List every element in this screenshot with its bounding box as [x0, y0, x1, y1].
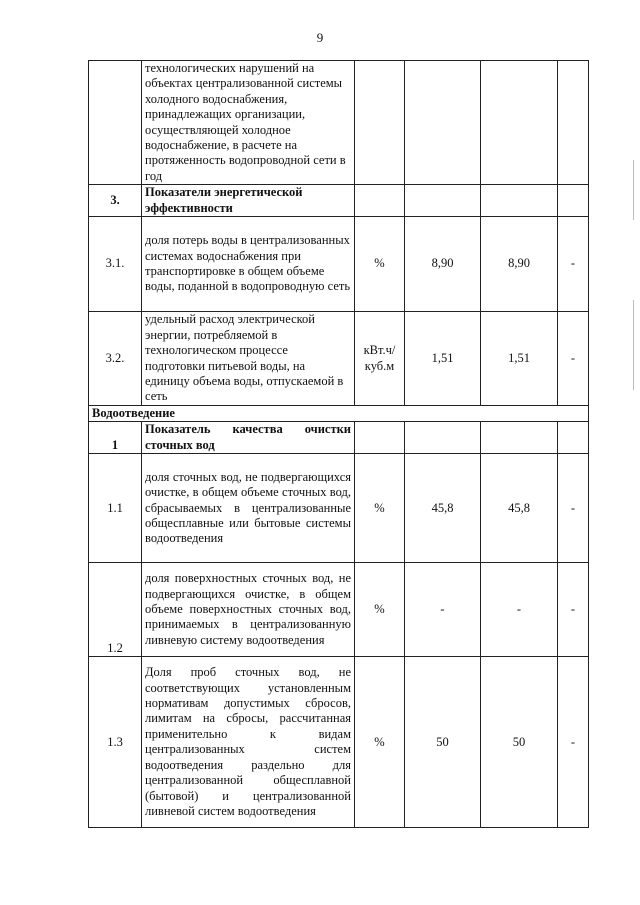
- value-cell-2: 50: [481, 657, 558, 828]
- value-cell-1: 50: [405, 657, 481, 828]
- value-cell-1: [405, 185, 481, 217]
- unit-cell: [355, 185, 405, 217]
- table-row: [89, 61, 589, 185]
- value-cell-3: -: [558, 657, 589, 828]
- scan-edge-mark: [633, 160, 634, 220]
- value-cell-3: [558, 422, 589, 454]
- page-number: 9: [316, 30, 324, 45]
- row-number-cell: 1.3: [89, 657, 142, 828]
- table-row: [89, 563, 589, 657]
- value-cell-2: 8,90: [481, 217, 558, 312]
- table-row: [89, 217, 589, 312]
- value-cell-3: [558, 185, 589, 217]
- value-cell-3: -: [558, 563, 589, 657]
- value-cell-3: -: [558, 454, 589, 563]
- row-number-cell: 3.: [89, 185, 142, 217]
- value-cell-1: [405, 61, 481, 185]
- value-cell-2: 1,51: [481, 312, 558, 406]
- indicator-group-heading: Показатель качества очистки сточных вод: [142, 422, 355, 454]
- indicator-group-heading: Показатели энергетической эффективности: [142, 185, 355, 217]
- value-cell-2: [481, 422, 558, 454]
- value-cell-2: 45,8: [481, 454, 558, 563]
- value-cell-2: [481, 61, 558, 185]
- indicator-name-cell: доля потерь воды в централизованных системах водоснабжения при транспортировке в общем объеме воды, поданной в водопроводную сеть: [142, 217, 355, 312]
- table-row: [89, 454, 589, 563]
- value-cell-3: -: [558, 312, 589, 406]
- indicator-name-cell: доля поверхностных сточных вод, не подвергающихся очистке, в общем объеме поверхностных сточных вод, принимаемых в централизованную ливневую систему водоотведения: [142, 563, 355, 657]
- value-cell-2: [481, 185, 558, 217]
- row-number-cell: 1.1: [89, 454, 142, 563]
- section-row: [89, 406, 589, 422]
- indicator-name-cell: удельный расход электрической энергии, потребляемой в технологическом процессе подготовки питьевой воды, на единицу объема воды, отпускаемой в сеть: [142, 312, 355, 406]
- indicator-name-cell: Доля проб сточных вод, не соответствующих установленным нормативам допустимых сбросов, лимитам на сбросы, рассчитанная применительно к видам централизованных систем водоотведения раздельно для централизованной общесплавной (бытовой) и централизованной ливневой систем водоотведения: [142, 657, 355, 828]
- row-number-cell: 3.2.: [89, 312, 142, 406]
- table-row: [89, 185, 589, 217]
- section-heading: Водоотведение: [89, 406, 589, 422]
- unit-cell: %: [355, 657, 405, 828]
- table-row: [89, 422, 589, 454]
- row-number-cell: 1.2: [89, 563, 142, 657]
- indicator-name-cell: доля сточных вод, не подвергающихся очистке, в общем объеме сточных вод, сбрасываемых в централизованные общесплавные или бытовые системы водоотведения: [142, 454, 355, 563]
- table-row: [89, 657, 589, 828]
- row-number-cell: 1: [89, 422, 142, 454]
- value-cell-3: [558, 61, 589, 185]
- value-cell-1: -: [405, 563, 481, 657]
- unit-cell: [355, 422, 405, 454]
- unit-cell: %: [355, 563, 405, 657]
- scan-edge-mark: [633, 300, 634, 390]
- value-cell-1: 45,8: [405, 454, 481, 563]
- value-cell-1: 8,90: [405, 217, 481, 312]
- unit-cell: %: [355, 217, 405, 312]
- unit-cell: кВт.ч/ куб.м: [355, 312, 405, 406]
- indicator-name-cell: технологических нарушений на объектах централизованной системы холодного водоснабжения, принадлежащих организации, осуществляющей холодное водоснабжение, в расчете на протяженность водопроводной сети в год: [142, 61, 355, 185]
- unit-cell: [355, 61, 405, 185]
- table-row: [89, 312, 589, 406]
- indicators-table: [88, 60, 589, 828]
- row-number-cell: [89, 61, 142, 185]
- value-cell-3: -: [558, 217, 589, 312]
- value-cell-1: [405, 422, 481, 454]
- value-cell-2: -: [481, 563, 558, 657]
- unit-cell: %: [355, 454, 405, 563]
- row-number-cell: 3.1.: [89, 217, 142, 312]
- value-cell-1: 1,51: [405, 312, 481, 406]
